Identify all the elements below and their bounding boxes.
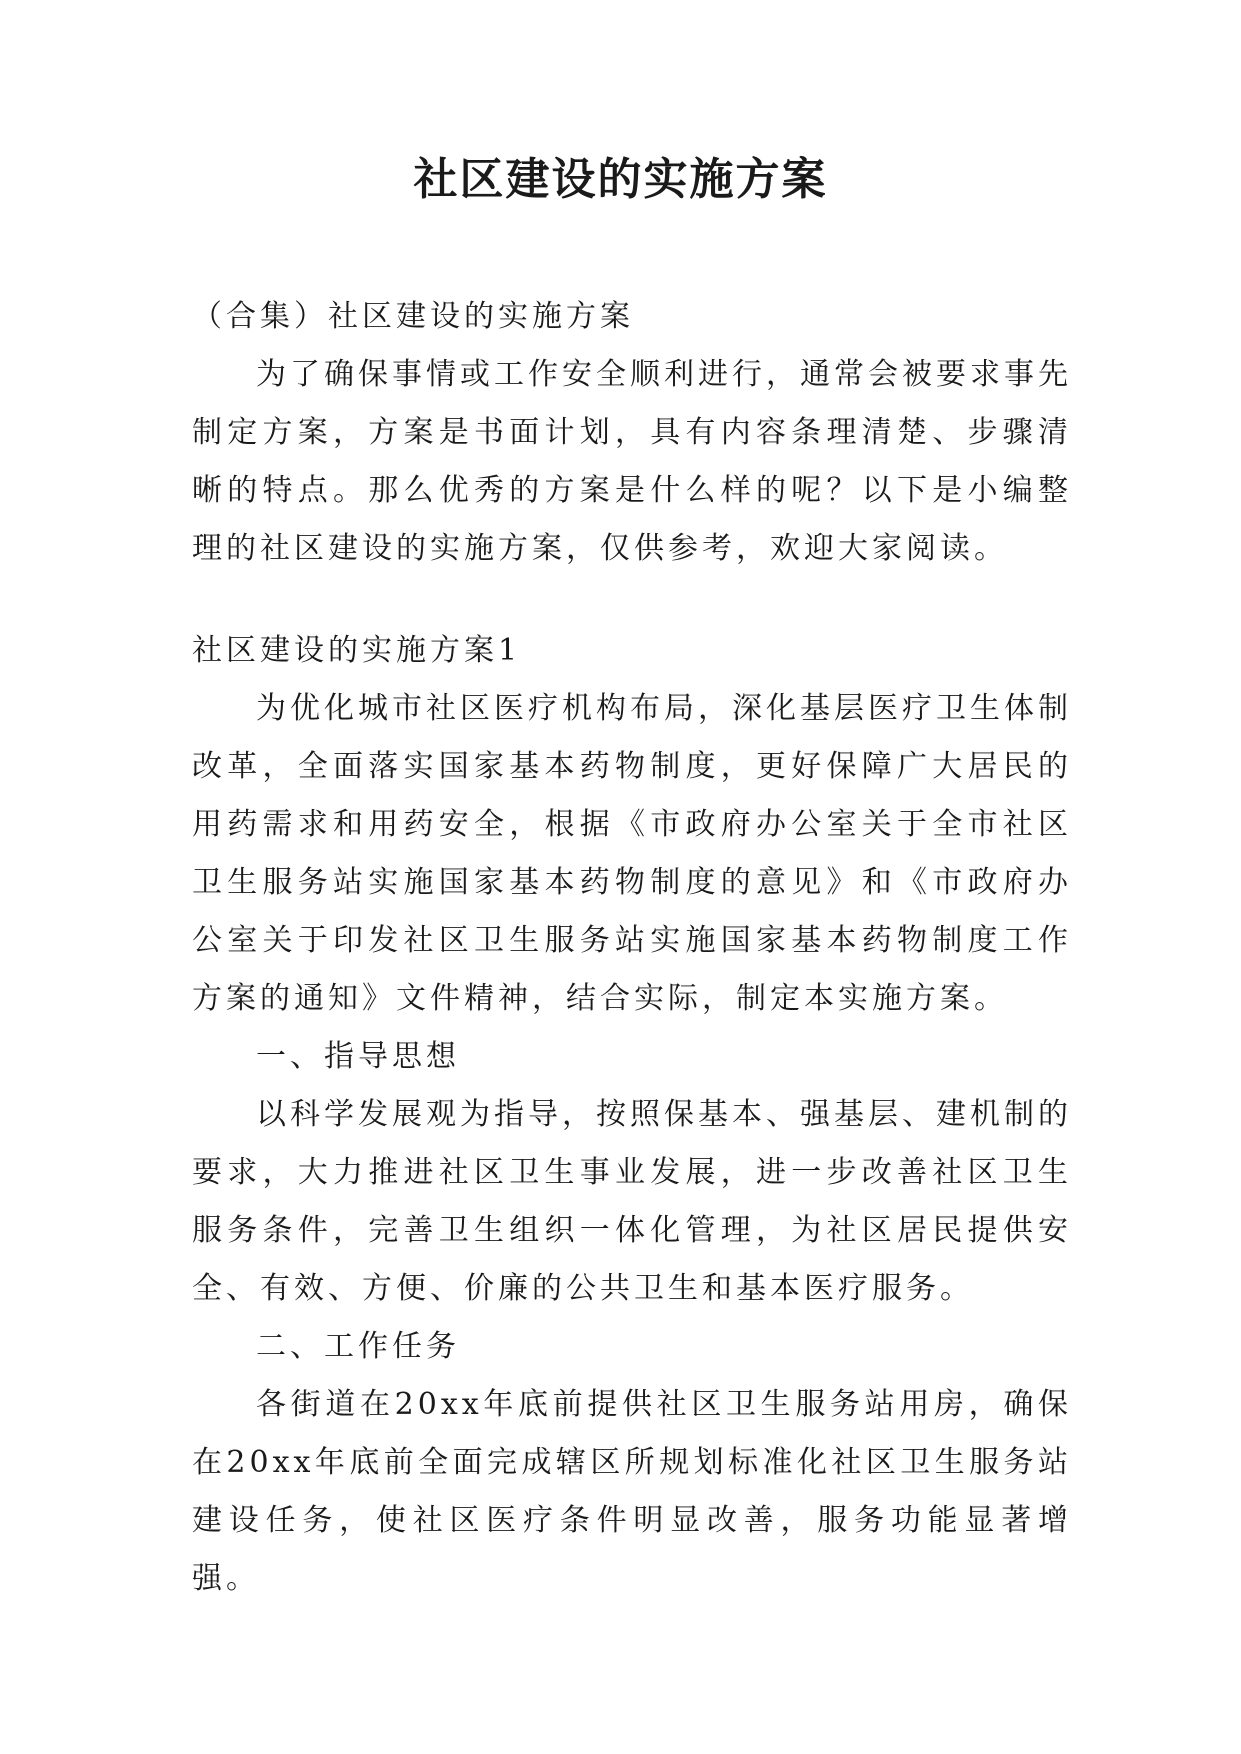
section-heading: 社区建设的实施方案1	[192, 633, 522, 668]
item-text-work-tasks: 各街道在20xx年底前提供社区卫生服务站用房，确保在20xx年底前全面完成辖区所规划标准化社区卫生服务站建设任务，使社区医疗条件明显改善，服务功能显著增强。	[192, 1387, 1072, 1596]
document-body	[192, 288, 1072, 1608]
document-subtitle: （合集）社区建设的实施方案	[192, 299, 634, 334]
intro-paragraph: 为了确保事情或工作安全顺利进行，通常会被要求事先制定方案，方案是书面计划，具有内容条理清楚、步骤清晰的特点。那么优秀的方案是什么样的呢？以下是小编整理的社区建设的实施方案，仅供参考，欢迎大家阅读。	[192, 357, 1072, 566]
section-paragraph: 为优化城市社区医疗机构布局，深化基层医疗卫生体制改革，全面落实国家基本药物制度，更好保障广大居民的用药需求和用药安全，根据《市政府办公室关于全市社区卫生服务站实施国家基本药物制度的意见》和《市政府办公室关于印发社区卫生服务站实施国家基本药物制度工作方案的通知》文件精神，结合实际，制定本实施方案。	[192, 691, 1072, 1016]
section-spacer	[192, 578, 1072, 622]
item-heading-work-tasks: 二、工作任务	[256, 1329, 460, 1364]
item-heading-guiding-ideology: 一、指导思想	[256, 1039, 460, 1074]
item-text-guiding-ideology: 以科学发展观为指导，按照保基本、强基层、建机制的要求，大力推进社区卫生事业发展，进一步改善社区卫生服务条件，完善卫生组织一体化管理，为社区居民提供安全、有效、方便、价廉的公共卫生和基本医疗服务。	[192, 1097, 1072, 1306]
document-title: 社区建设的实施方案	[413, 154, 828, 205]
